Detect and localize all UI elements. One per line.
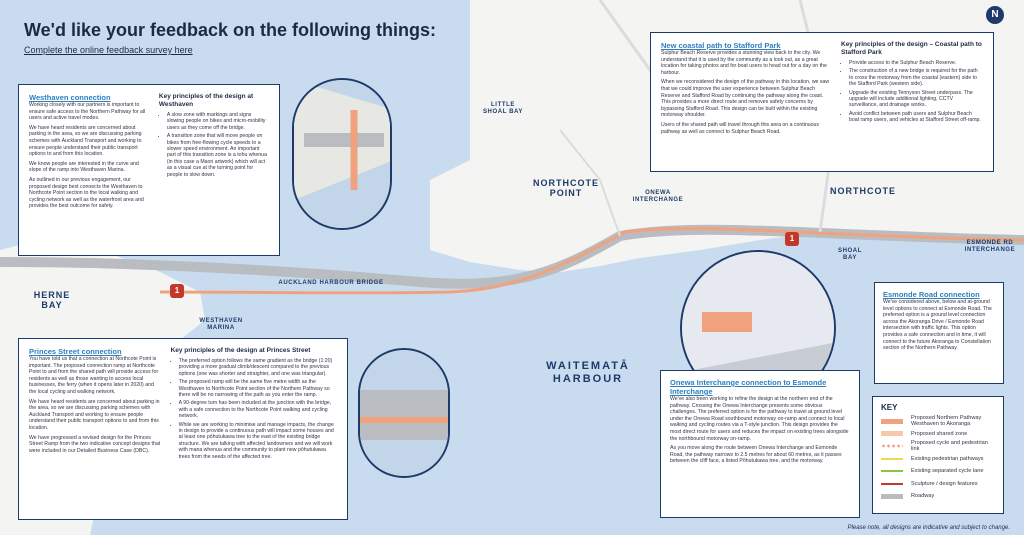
key-item [881, 465, 995, 478]
label-northcote: NORTHCOTE [830, 186, 896, 196]
onewa-paragraph: We've also been working to refine the design at the northern end of the pathway. Crossing the Onewa Interchange presents some obvious challenges. The preferred option is for the pathway to travel at ground level under the Onewa Road southbound motorway on-ramp and connect to local walking and cycling routes via a T-style junction. This design provides the most direct route for users and reduces the impact on existing trees alongside the northbound motorway on-ramp. [670, 396, 849, 442]
esmonde-paragraph: We've considered above, below and at-ground level options to connect at Esmonde Road. The preferred option is a ground level connection across the Akoranga Drive / Esmonde Road intersection with traffic lights. This option provides a safe connection and in time, it will connect to the future Akoranga to Constellation section of the Northern Pathway. [883, 299, 992, 352]
state-highway-shield: 1 [170, 284, 184, 298]
label-westhaven-marina: WESTHAVEN MARINA [199, 318, 243, 331]
westhaven-connection-panel [18, 84, 280, 256]
westhaven-principles-title: Key principles of the design at Westhaven [158, 93, 254, 108]
key-label: Sculpture / design features [911, 480, 978, 487]
esmonde-road-panel [874, 282, 1004, 384]
survey-link[interactable]: Complete the online feedback survey here [24, 45, 193, 55]
onewa-paragraph: As you move along the route between Onewa Interchange and Esmonde Road, the pathway narrows to 2.5 metres for about 60 metres, as it passes between the cliff face, a listed Pōhutukawa tree, and the motorway. [670, 445, 842, 465]
key-label: Roadway [911, 493, 935, 500]
princes-street-panel [18, 338, 348, 520]
key-item [881, 428, 995, 441]
westhaven-paragraph: As outlined in our previous engagement, our proposed design best connects the Westhaven to Northcote Point section to the local walking and cycling network as well as the waterfront area and provides the best outcome for safety. [29, 176, 144, 210]
princes-paragraph: You have told us that a connection at Northcote Point is important. The proposed connection ramp at Northcote Point to and from the shared path will provide access for residents as well as those wanting to access local businesses, the ferry (when it opens later in 2020) and the local cycling and walking network. [29, 356, 159, 395]
westhaven-heading: Westhaven connection [29, 93, 111, 102]
label-harbour-bridge: AUCKLAND HARBOUR BRIDGE [278, 280, 384, 286]
princes-heading: Princes Street connection [29, 347, 122, 356]
coastal-paragraph: When we reconsidered the design of the pathway in this location, we saw that we could improve the user experience between Sulphur Beach Reserve and Stafford Road by continuing the pathway along the coast. This provides a more direct route and removes safety concerns by bypassing Stafford Road. This design can be built within the existing motorway shoulder. [661, 79, 830, 119]
princes-principle: • The proposed ramp will be the same five metre width as the Westhaven to Northcote Point section of the Northern Pathway so there will be no narrowing of the path as you enter the ramp. [179, 379, 337, 398]
page-title: We'd like your feedback on the following things: [24, 20, 436, 40]
label-onewa-interchange: ONEWA INTERCHANGE [632, 190, 684, 203]
key-label: Proposed Northern Pathway Westhaven to Akoranga [911, 415, 982, 428]
key-list [881, 415, 995, 503]
princes-paragraph: We have heard residents are concerned about parking in the area, so we are discussing parking schemes with Auckland Transport and working to ensure people understand their public transport options to and from this location. [29, 398, 160, 431]
westhaven-paragraph: We know people are interested in the curve and slope of the ramp into Westhaven Marina. [29, 160, 139, 174]
princes-principle: • While we are working to minimise and manage impacts, the change in design to provide a continuous path will impact some houses and at least one pōhutukawa tree to the east of the existing bridge structure. We are talking with affected landowners and we will work with mana whenua and the community to plant new pōhutukawa trees from the seeds of the affected tree. [179, 422, 337, 460]
princes-principle: • A 90-degree turn has been included at the junction with the bridge, with a safe connection to the Northcote Point walking and cycling network. [179, 400, 337, 419]
label-northcote-point: NORTHCOTE POINT [533, 178, 599, 199]
key-title: KEY [881, 403, 898, 412]
princes-paragraph: We have progressed a revised design for the Princes Street Ramp from the two indicative concept designs that were included in our Detailed Business Case (DBC). [29, 434, 161, 454]
label-little-shoal-bay: LITTLE SHOAL BAY [482, 102, 524, 115]
coastal-principle: • Provide access to the Sulphur Beach Reserve. [849, 60, 983, 66]
westhaven-principle: • A transition zone that will move people on bikes from free-flowing cycle speeds to a slower speed environment. An important part of this transition zone is a tohu whenua (in this case a Maori artwork) which will act as a visual cue at the turning point for people to slow down. [167, 133, 269, 178]
westhaven-detail-inset [292, 78, 392, 230]
label-esmonde-interchange: ESMONDE RD INTERCHANGE [964, 240, 1016, 253]
key-swatch [881, 444, 903, 448]
key-item [881, 440, 995, 453]
key-swatch [881, 431, 903, 436]
map-key [872, 396, 1004, 514]
coastal-principle: • The construction of a new bridge is required for the path to cross the motorway from the coastal (eastern) side to the Stafford Park (western side). [849, 68, 983, 87]
key-swatch [881, 494, 903, 499]
key-swatch [881, 483, 903, 485]
princes-street-detail-inset [358, 348, 450, 478]
key-label: Proposed shared zone [911, 430, 968, 437]
key-item [881, 490, 995, 503]
key-swatch [881, 419, 903, 424]
key-swatch [881, 458, 903, 460]
coastal-path-panel [650, 32, 994, 172]
westhaven-principle: • A slow zone with markings and signs slowing people on bikes and micro-mobility users as they come off the bridge. [167, 112, 269, 131]
coastal-principles-title: Key principles of the design – Coastal path to Stafford Park [841, 41, 982, 56]
onewa-heading: Onewa Interchange connection to Esmonde Interchange [670, 378, 827, 396]
princes-principle: • The preferred option follows the same gradient as the bridge (1:20) providing a more gradual climb/descent compared to the previous options (one was shorter and straighter, and one was triangular). [179, 358, 337, 377]
label-herne-bay: HERNE BAY [33, 290, 71, 311]
key-item [881, 415, 995, 428]
coastal-heading: New coastal path to Stafford Park [661, 41, 781, 50]
label-shoal-bay: SHOAL BAY [838, 248, 862, 261]
westhaven-paragraph: We have heard residents are concerned about parking in the area, so we are discussing parking schemes with Auckland Transport and working to ensure people understand their public transport options to and from this location. [29, 124, 142, 158]
key-item [881, 478, 995, 491]
coastal-paragraph: Sulphur Beach Reserve provides a stunning view back to the city. We understand that it is used by the community as a look out, as a great location for taking photos and for boat users to head out for a day on the harbour. [661, 50, 827, 76]
coastal-paragraph: Users of the shared path will travel through this area on a continuous pathway as well as connect to Sulphur Beach Road. [661, 121, 820, 135]
key-label: Proposed cycle and pedestrian link [911, 440, 988, 453]
key-label: Existing separated cycle lane [911, 468, 984, 475]
coastal-principle: • Avoid conflict between path users and Sulphur Beach boat ramp users, and vehicles at Stafford Street off-ramp. [849, 111, 983, 124]
state-highway-shield: 1 [785, 232, 799, 246]
westhaven-paragraph: Working closely with our partners is important to ensure safe access to the Northern Pathway for all users and active travel modes. [29, 102, 146, 122]
label-waitemata-harbour: WAITEMATĀ HARBOUR [546, 360, 630, 385]
esmonde-heading: Esmonde Road connection [883, 290, 980, 299]
footer-note: Please note, all designs are indicative and subject to change. [847, 525, 1010, 531]
key-swatch [881, 470, 903, 472]
key-label: Existing pedestrian pathways [911, 455, 984, 462]
onewa-interchange-panel [660, 370, 860, 518]
coastal-principle: • Upgrade the existing Tennyson Street underpass. The upgrade will include additional lighting, CCTV surveillance, and drainage works. [849, 90, 983, 109]
nzta-logo: N [986, 6, 1004, 24]
key-item [881, 453, 995, 466]
princes-principles-title: Key principles of the design at Princes Street [170, 347, 311, 354]
